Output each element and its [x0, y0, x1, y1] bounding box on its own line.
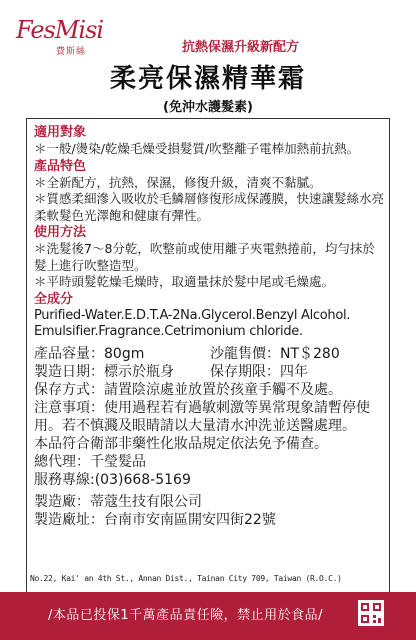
price: 沙龍售價：NT＄280	[210, 345, 340, 362]
brand-logo	[16, 16, 112, 56]
product-title: 柔亮保濕精華霜	[109, 64, 306, 94]
target-line: ＊一般/燙染/乾燥毛燥受損髮質/吹整離子電棒加熱前抗熱。	[34, 141, 360, 156]
hotline: 服務專線:(03)668-5169	[34, 471, 191, 488]
features-heading: 產品特色	[34, 158, 87, 174]
features-line-1: ＊全新配方，抗熱，保濕，修復升級，清爽不黏膩。	[34, 174, 322, 190]
features-line-2: ＊質感柔細滲入吸收於毛鱗層修復形成保護膜，快速讓髮絲水亮柔軟髮色光澤飽和健康有彈性。	[34, 191, 385, 223]
volume: 產品容量：80gm	[34, 345, 145, 362]
ingredients-heading: 全成分	[34, 291, 74, 307]
qr-square-icon	[358, 600, 384, 626]
manufacturer: 製造廠：蒂蔻生技有限公司	[34, 493, 202, 510]
usage-heading: 使用方法	[34, 225, 87, 240]
address-english: No.22, Kai' an 4th St., Annan Dist., Tainan City 709, Taiwan (R.O.C.)	[30, 574, 342, 583]
usage-line-2: ＊平時頭髮乾燥毛燥時，取適量抹於髮中尾或毛燥處。	[34, 274, 335, 289]
footer-notice: /本品已投保1千萬產品責任險，禁止用於食品/	[48, 608, 324, 623]
compliance: 本品符合衛部非藥性化妝品規定依法免予備查。	[34, 435, 328, 452]
target-heading: 適用對象	[34, 125, 87, 140]
tagline: 抗熱保濕升級新配方	[182, 40, 300, 55]
label-content	[34, 124, 386, 529]
volume-price-row	[34, 345, 386, 363]
logo-subtext: 費斯絲	[56, 47, 87, 57]
caution: 注意事項：使用過程若有過敏刺激等異常現象請暫停使用。若不慎濺及眼睛請以大量清水沖洗並送醫處理。	[34, 399, 370, 434]
ingredients-text: Purified-Water.E.D.T.A-2Na.Glycerol.Benzyl Alcohol. Emulsifier.Fragrance.Cetrimonium chloride.	[34, 307, 351, 339]
date-shelf-row	[34, 363, 386, 381]
product-subtitle: (免沖水護髮素)	[163, 100, 253, 115]
storage: 保存方式：請置陰涼處並放置於孩童手觸不及處。	[34, 381, 342, 398]
mfg-date: 製造日期：標示於瓶身	[34, 363, 174, 380]
logo-text: FesMisi	[16, 16, 104, 44]
usage-line-1: ＊洗髮後7～8分乾，吹整前或使用離子夾電熱捲前，均勻抹於髮上進行吹整造型。	[34, 241, 375, 273]
address: 製造廠址：台南市安南區開安四街22號	[34, 511, 276, 528]
shelf-life: 保存期限：四年	[210, 363, 308, 380]
agent: 總代理：千瑩髮品	[34, 453, 146, 470]
